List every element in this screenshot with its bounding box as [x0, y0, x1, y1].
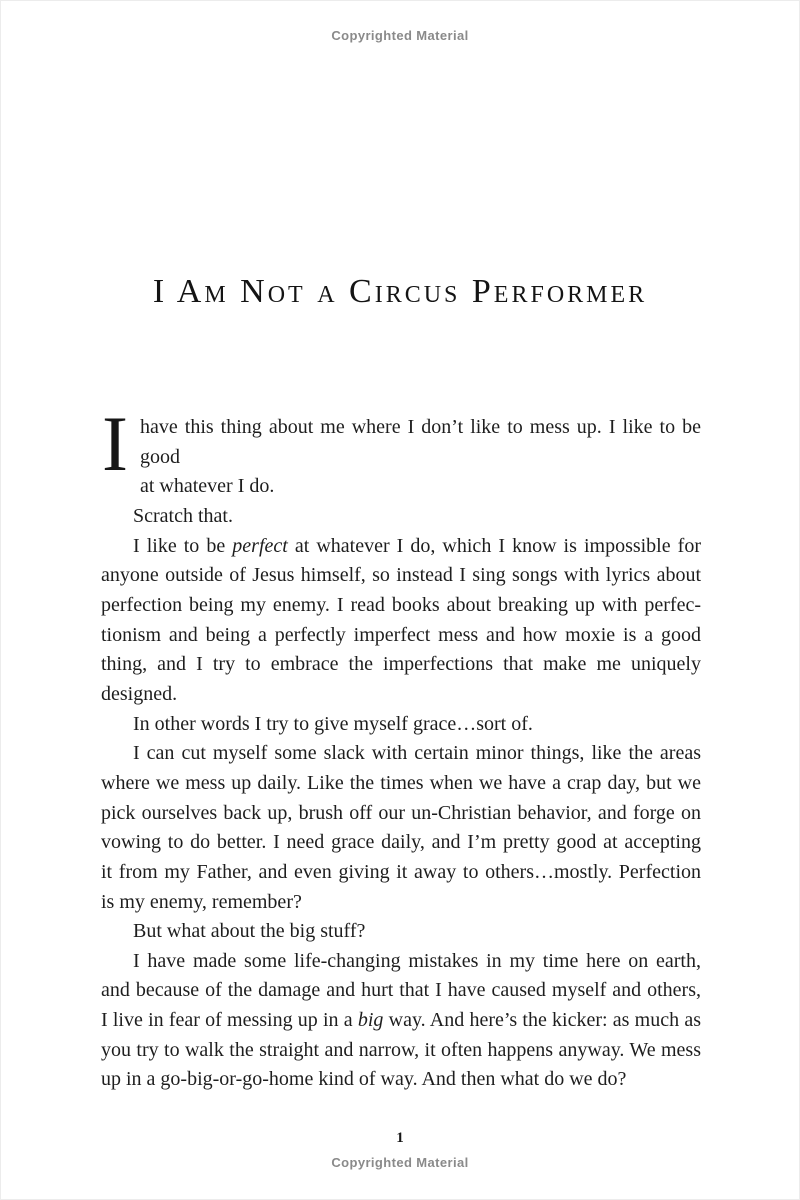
- body-line: anyone outside of Jesus himself, so instead I sing songs with lyrics about: [101, 564, 701, 587]
- copyright-notice-top: Copyrighted Material: [331, 28, 469, 43]
- body-line: you try to walk the straight and narrow, it often happens anyway. We mess: [101, 1038, 701, 1061]
- body-line: pick ourselves back up, brush off our un-Christian behavior, and forge on: [101, 801, 701, 824]
- body-text: [101, 400, 701, 1095]
- body-line: perfection being my enemy. I read books about breaking up with perfec-: [101, 593, 701, 616]
- body-line: it from my Father, and even giving it away to others…mostly. Perfection: [101, 860, 701, 883]
- body-line: and because of the damage and hurt that I have caused myself and others,: [101, 979, 701, 1002]
- body-line: I can cut myself some slack with certain minor things, like the areas: [133, 742, 701, 765]
- body-line: In other words I try to give myself grace…sort of.: [133, 712, 533, 735]
- drop-cap: I: [102, 400, 128, 487]
- body-line: I live in fear of messing up in a big way. And here’s the kicker: as much as: [101, 1009, 701, 1032]
- body-line: is my enemy, remember?: [101, 890, 302, 913]
- body-line: at whatever I do.: [139, 475, 275, 498]
- body-line: Scratch that.: [133, 504, 233, 527]
- body-line: I have made some life-changing mistakes in my time here on earth,: [133, 949, 701, 972]
- page-number: 1: [396, 1130, 404, 1146]
- copyright-notice-bottom: Copyrighted Material: [331, 1155, 469, 1170]
- body-line: I like to be perfect at whatever I do, which I know is impossible for: [133, 534, 701, 557]
- body-line: where we mess up daily. Like the times when we have a crap day, but we: [101, 771, 701, 794]
- body-line: But what about the big stuff?: [133, 920, 366, 943]
- body-line: have this thing about me where I don’t like to mess up. I like to be good: [139, 416, 701, 468]
- body-line: vowing to do better. I need grace daily, and I’m pretty good at accepting: [101, 831, 701, 854]
- body-line: thing, and I try to embrace the imperfections that make me uniquely: [101, 653, 701, 676]
- body-line: up in a go-big-or-go-home kind of way. And then what do we do?: [101, 1068, 627, 1091]
- chapter-title: I Am Not a Circus Performer: [152, 272, 648, 310]
- body-line: designed.: [101, 682, 178, 705]
- body-line: tionism and being a perfectly imperfect mess and how moxie is a good: [101, 623, 701, 646]
